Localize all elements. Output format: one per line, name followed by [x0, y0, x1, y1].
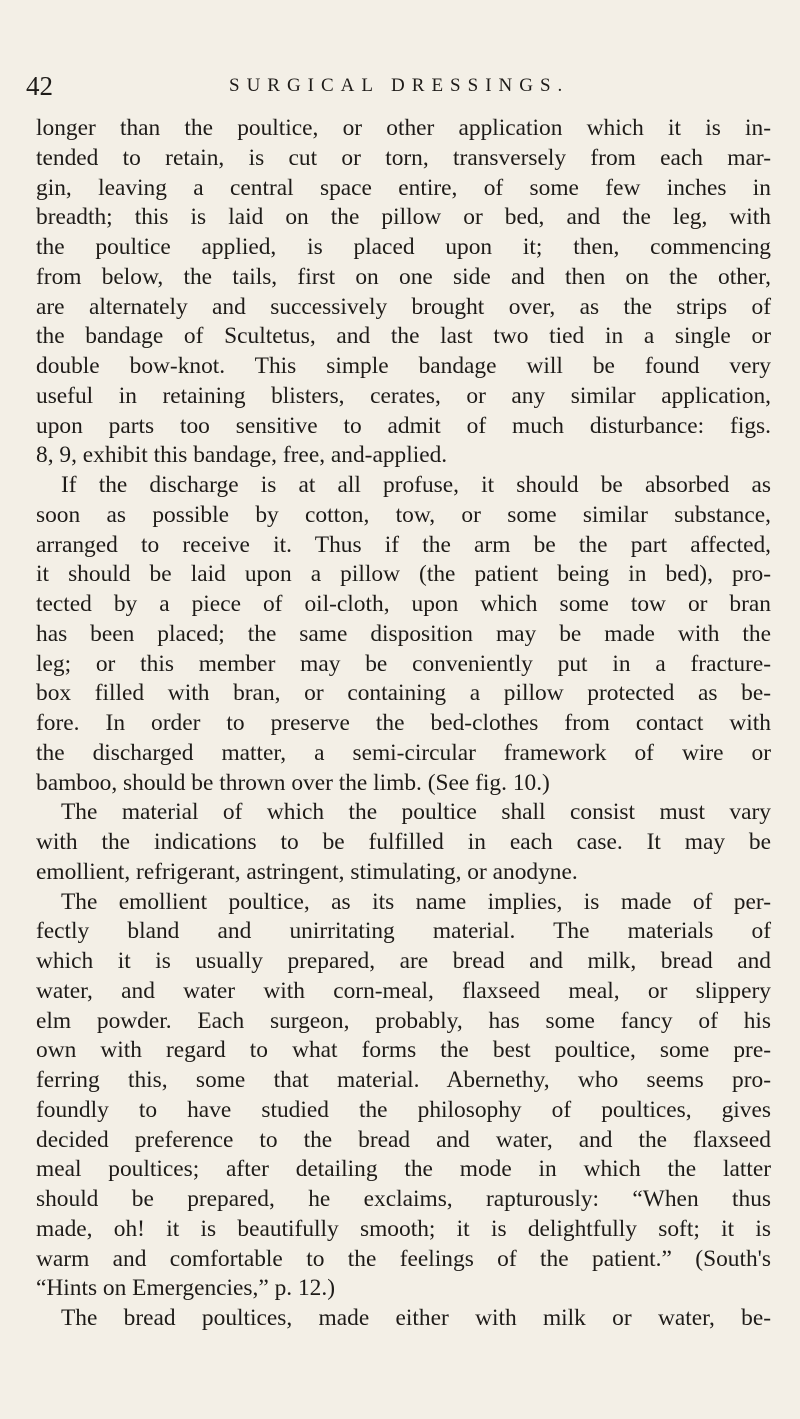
- text-line: bamboo, should be thrown over the limb. (See fig. 10.): [36, 769, 550, 796]
- text-line: longer than the poultice, or other application which it is in-: [36, 115, 771, 141]
- text-line: foundly to have studied the philosophy of poultices, gives: [36, 1096, 771, 1123]
- text-line: breadth; this is laid on the pillow or bed, and the leg, with: [36, 204, 771, 231]
- text-line: which it is usually prepared, are bread and milk, bread and: [36, 948, 771, 974]
- text-line: If the discharge is at all profuse, it should be absorbed as: [61, 472, 771, 498]
- text-line: has been placed; the same disposition may be made with the: [36, 620, 771, 647]
- text-line: warm and comfortable to the feelings of the patient.” (South's: [36, 1245, 771, 1272]
- text-line: gin, leaving a central space entire, of some few inches in: [36, 174, 771, 201]
- text-line: The bread poultices, made either with milk or water, be-: [61, 1305, 771, 1331]
- running-head: [26, 66, 768, 106]
- text-line: double bow-knot. This simple bandage will be found very: [36, 353, 771, 379]
- text-line: meal poultices; after detailing the mode in which the latter: [36, 1156, 771, 1183]
- body-text: [36, 114, 771, 1334]
- text-line: The material of which the poultice shall consist must vary: [61, 799, 771, 826]
- text-line: upon parts too sensitive to admit of much disturbance: figs.: [36, 412, 771, 439]
- text-line: tected by a piece of oil-cloth, upon which some tow or bran: [36, 591, 771, 617]
- text-line: ferring this, some that material. Abernethy, who seems pro-: [36, 1067, 771, 1093]
- text-line: with the indications to be fulfilled in each case. It may be: [36, 829, 771, 855]
- text-line: The emollient poultice, as its name implies, is made of per-: [61, 888, 771, 915]
- text-line: the poultice applied, is placed upon it; then, commencing: [36, 234, 771, 260]
- text-line: own with regard to what forms the best poultice, some pre-: [36, 1037, 771, 1064]
- text-line: soon as possible by cotton, tow, or some similar substance,: [36, 501, 771, 528]
- text-line: from below, the tails, first on one side and then on the other,: [36, 263, 771, 290]
- text-line: leg; or this member may be conveniently put in a fracture-: [36, 650, 771, 677]
- text-line: fore. In order to preserve the bed-clothes from contact with: [36, 710, 771, 736]
- text-line: emollient, refrigerant, astringent, stimulating, or anodyne.: [36, 858, 578, 885]
- text-line: arranged to receive it. Thus if the arm be the part affected,: [36, 531, 771, 558]
- text-line: elm powder. Each surgeon, probably, has some fancy of his: [36, 1007, 771, 1034]
- text-line: are alternately and successively brought over, as the strips of: [36, 293, 771, 320]
- text-line: “Hints on Emergencies,” p. 12.): [36, 1275, 336, 1302]
- text-line: the bandage of Scultetus, and the last two tied in a single or: [36, 323, 771, 350]
- text-line: box filled with bran, or containing a pillow protected as be-: [36, 680, 771, 707]
- text-line: decided preference to the bread and water, and the flaxseed: [36, 1126, 771, 1153]
- page-number: 42: [26, 71, 53, 101]
- text-line: 8, 9, exhibit this bandage, free, and-applied.: [36, 442, 448, 469]
- text-line: should be prepared, he exclaims, rapturously: “When thus: [36, 1186, 771, 1212]
- text-line: water, and water with corn-meal, flaxseed meal, or slippery: [36, 977, 771, 1004]
- running-title: SURGICAL DRESSINGS.: [229, 75, 570, 96]
- text-line: useful in retaining blisters, cerates, or any similar application,: [36, 382, 771, 409]
- text-line: tended to retain, is cut or torn, transversely from each mar-: [36, 144, 771, 171]
- text-line: it should be laid upon a pillow (the patient being in bed), pro-: [36, 561, 771, 588]
- text-line: fectly bland and unirritating material. The materials of: [36, 918, 771, 945]
- text-line: the discharged matter, a semi-circular framework of wire or: [36, 739, 771, 766]
- text-line: made, oh! it is beautifully smooth; it is delightfully soft; it is: [36, 1215, 771, 1242]
